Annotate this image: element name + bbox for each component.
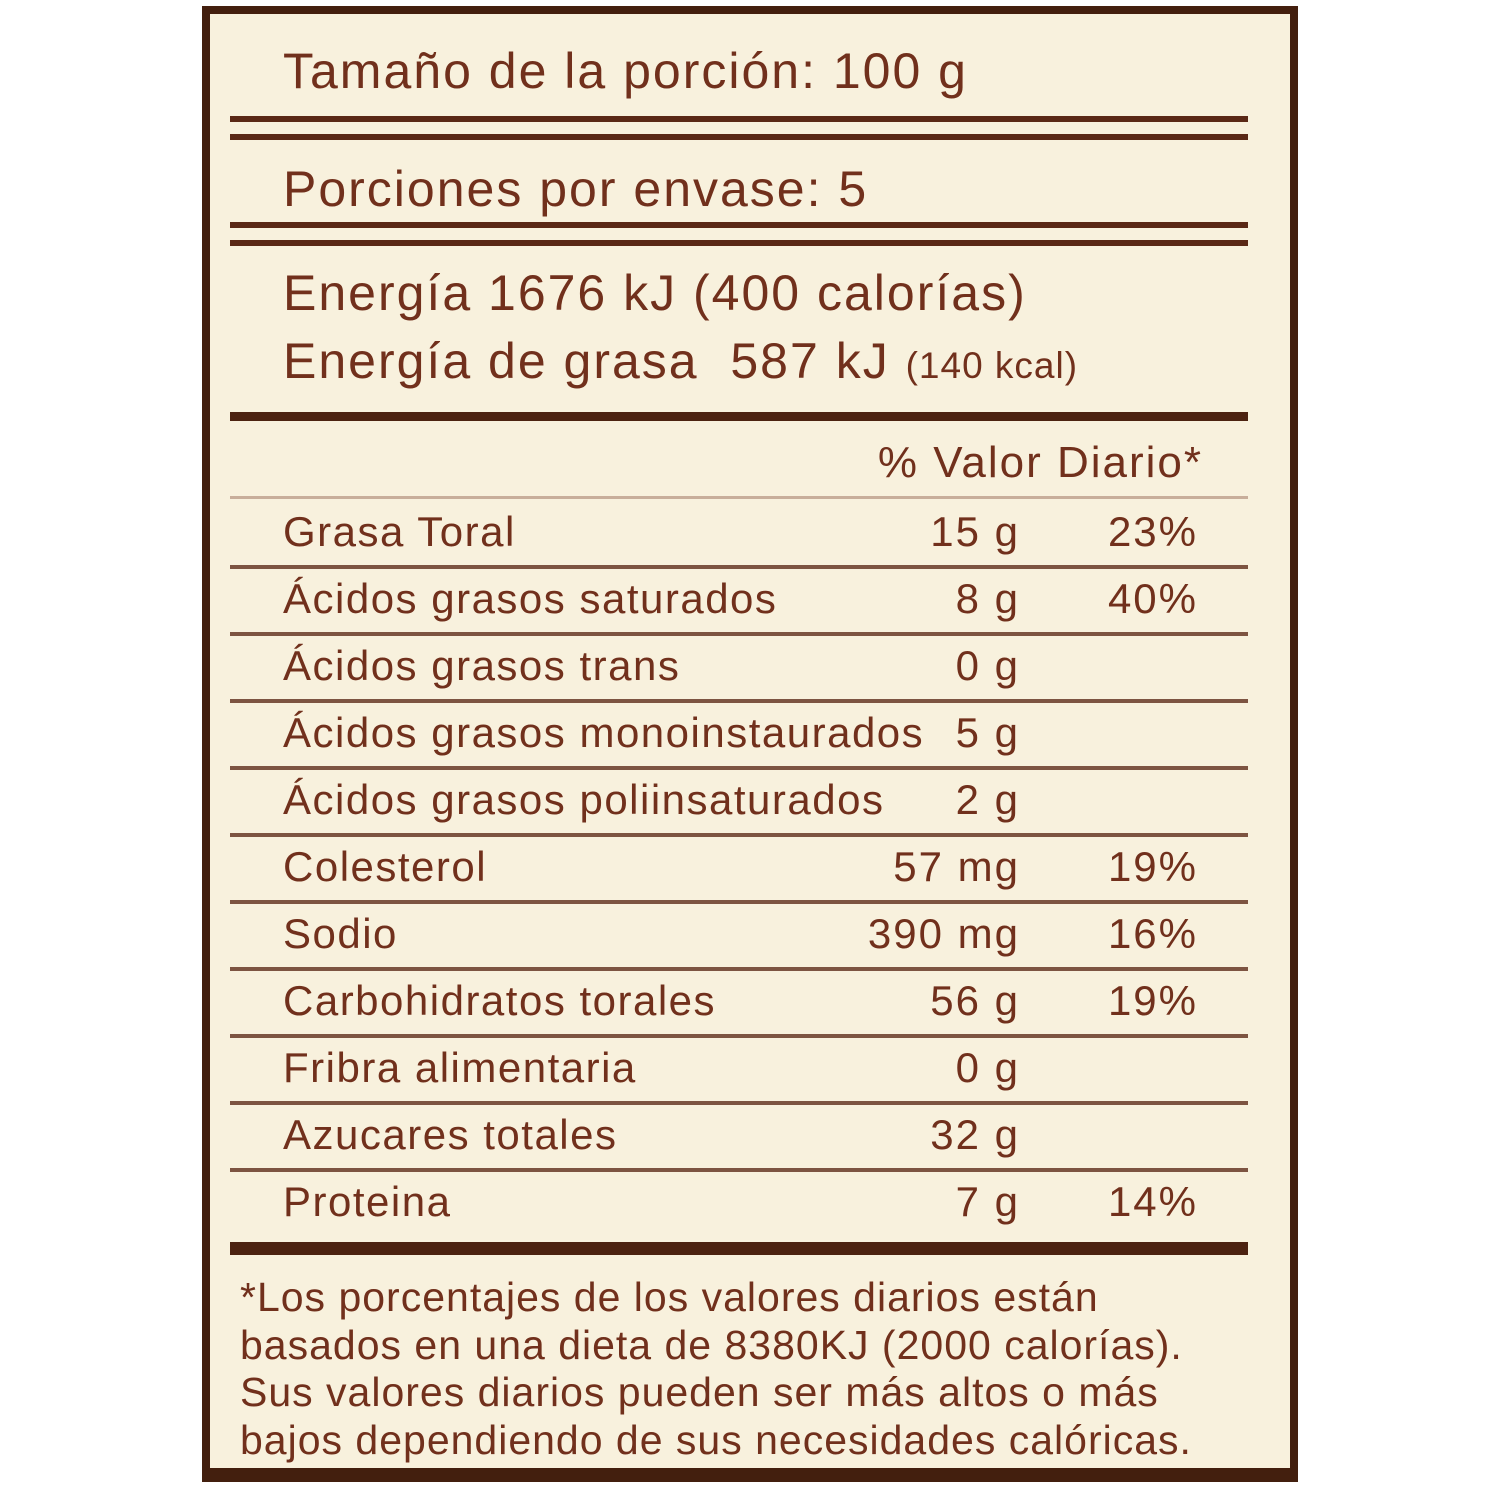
nutrient-dv: 23% [1107, 508, 1198, 555]
nutrient-row-sodium [230, 904, 1248, 971]
nutrient-dv: 16% [1107, 910, 1198, 957]
nutrient-dv: 40% [1107, 575, 1198, 622]
nutrient-amount: 2 g [955, 776, 1020, 823]
nutrient-row-cholesterol [230, 837, 1248, 904]
nutrient-dv: 19% [1107, 977, 1198, 1024]
footnote-line: *Los porcentajes de los valores diarios están [240, 1274, 1099, 1320]
nutrient-name: Carbohidratos torales [283, 977, 717, 1024]
nutrient-dv: 19% [1107, 843, 1198, 890]
nutrient-amount: 56 g [930, 977, 1020, 1024]
nutrient-amount: 5 g [955, 709, 1020, 756]
nutrient-name: Ácidos grasos poliinsaturados [283, 776, 885, 823]
footnote-line: Sus valores diarios pueden ser más altos o más [240, 1369, 1159, 1415]
nutrition-label [202, 6, 1298, 1482]
nutrient-row-trans-fat [230, 636, 1248, 703]
nutrient-amount: 15 g [930, 508, 1020, 555]
divider-double-2 [230, 222, 1248, 246]
nutrient-amount: 57 mg [893, 843, 1020, 890]
nutrient-row-polyunsaturated-fat [230, 770, 1248, 837]
nutrient-name: Fribra alimentaria [283, 1044, 637, 1091]
nutrient-row-total-sugars [230, 1105, 1248, 1172]
nutrient-row-protein [230, 1172, 1248, 1239]
daily-value-header: % Valor Diario* [877, 438, 1203, 487]
nutrient-name: Proteina [283, 1178, 452, 1225]
nutrient-row-saturated-fat [230, 569, 1248, 636]
energy-fat-row [283, 332, 1078, 390]
nutrient-name: Ácidos grasos trans [283, 642, 681, 689]
nutrient-name: Colesterol [283, 843, 488, 890]
nutrient-table [230, 502, 1248, 1239]
nutrient-name: Sodio [283, 910, 398, 957]
divider-thick-bottom [230, 1242, 1248, 1255]
nutrient-amount: 0 g [955, 1044, 1020, 1091]
nutrient-amount: 0 g [955, 642, 1020, 689]
footnote-line: bajos dependiendo de sus necesidades calóricas. [240, 1416, 1192, 1463]
nutrient-amount: 8 g [955, 575, 1020, 622]
nutrient-amount: 32 g [930, 1111, 1020, 1158]
nutrient-row-total-carbohydrate [230, 971, 1248, 1038]
divider-heavy-top [230, 412, 1248, 421]
nutrient-row-monounsaturated-fat [230, 703, 1248, 770]
footnote-line: basados en una dieta de 8380KJ (2000 calorías). [240, 1321, 1183, 1368]
nutrient-name: Ácidos grasos monoinstaurados [283, 709, 925, 756]
energy-row: Energía 1676 kJ (400 calorías) [283, 265, 1027, 321]
footnote [240, 1274, 1286, 1464]
nutrient-amount: 390 mg [867, 910, 1020, 957]
servings-per-container-row: Porciones por envase: 5 [283, 161, 869, 217]
nutrient-name: Azucares totales [283, 1111, 618, 1158]
serving-size-row: Tamaño de la porción: 100 g [283, 43, 968, 99]
nutrient-name: Ácidos grasos saturados [283, 575, 778, 622]
nutrient-row-dietary-fiber [230, 1038, 1248, 1105]
nutrient-name: Grasa Toral [283, 508, 516, 555]
energy-fat-main: Energía de grasa 587 kJ [283, 333, 906, 389]
nutrient-row-total-fat [230, 502, 1248, 569]
nutrient-amount: 7 g [955, 1178, 1020, 1225]
nutrient-dv: 14% [1107, 1178, 1198, 1225]
divider-faint [230, 496, 1248, 499]
divider-double-1 [230, 116, 1248, 140]
energy-fat-kcal: (140 kcal) [905, 345, 1079, 386]
